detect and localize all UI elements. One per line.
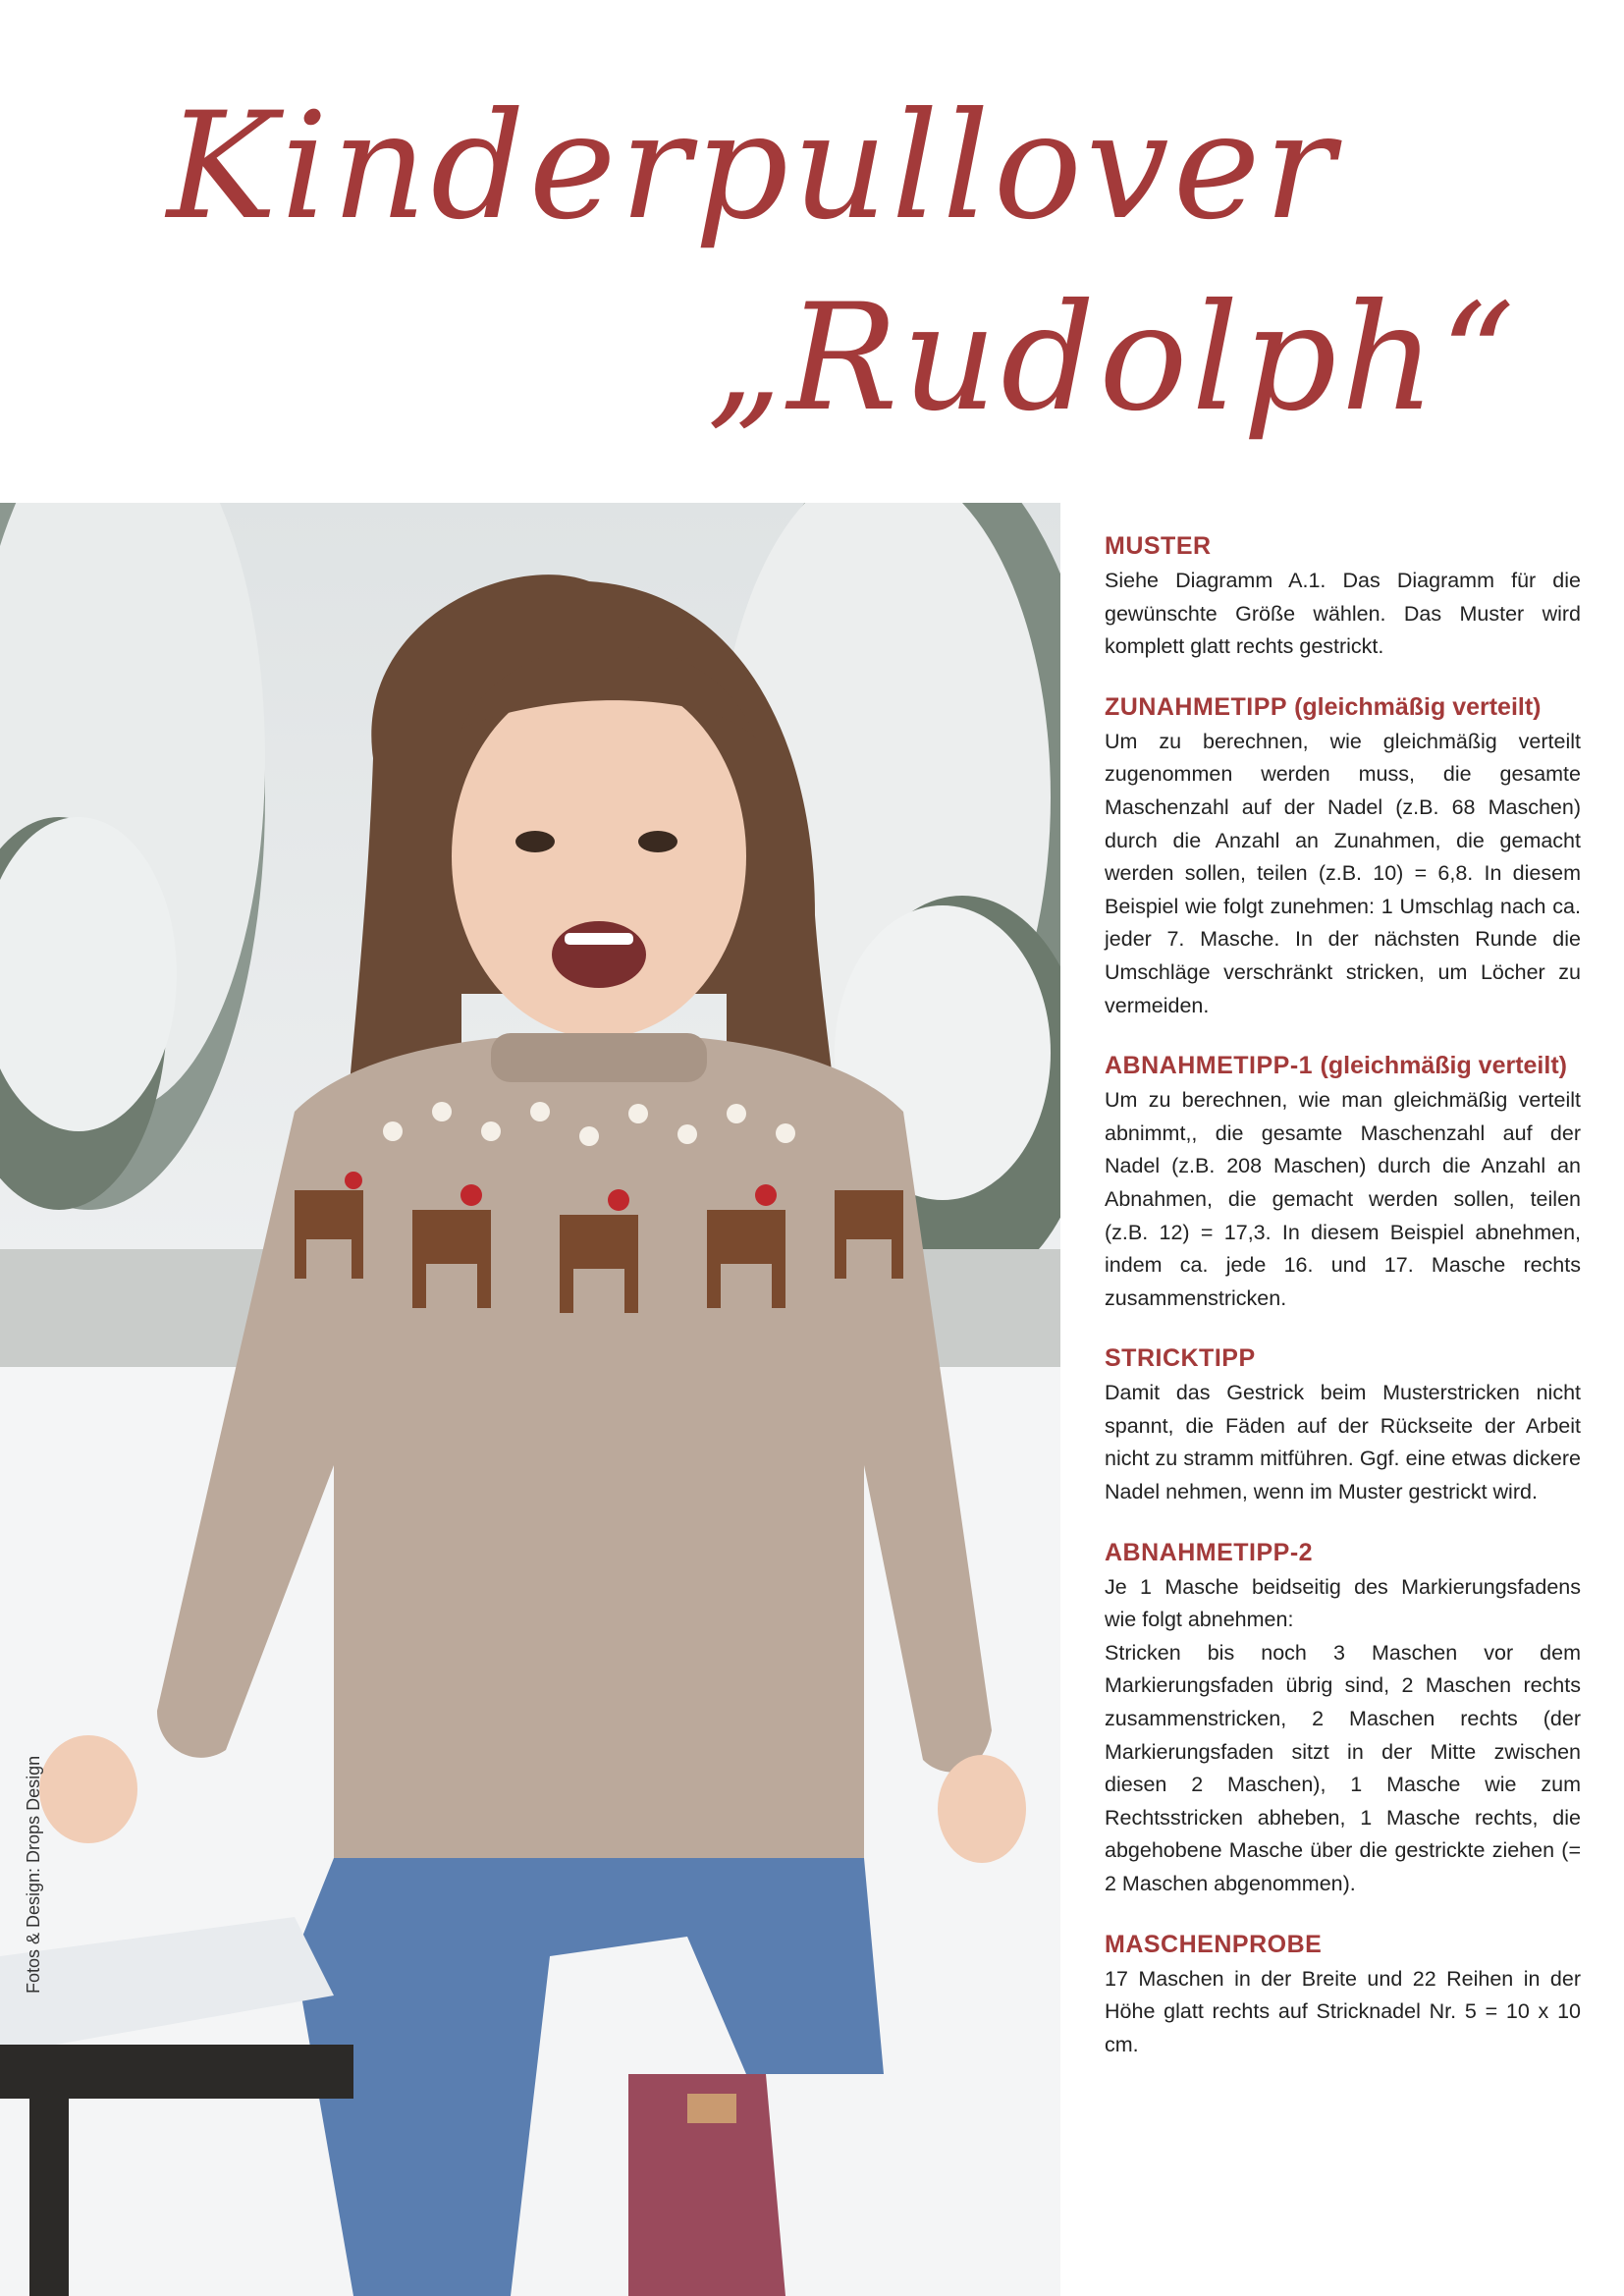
section-heading [1105,532,1581,561]
section-zunahmetipp [1105,693,1581,1022]
section-paragraph: Um zu berechnen, wie gleichmäßig verteilt zugenommen werden muss, die gesamte Maschenzahl auf der Nadel (z.B. 68 Maschen) durch die Anzahl an Zunahmen, die gemacht werden sollen, teilen (z.B. 10) = 6,8. In diesem Beispiel wie folgt zunehmen: 1 Umschlag nach ca. jeder 7. Masche. In der nächsten Runde die Umschläge verschränkt stricken, um Löcher zu vermeiden. [1105,729,1581,1017]
section-heading-text: ABNAHMETIPP-2 [1105,1538,1314,1566]
section-paragraph: Damit das Gestrick beim Musterstricken nicht spannt, die Fäden auf der Rückseite der Arbeit nicht zu stramm mitführen. Ggf. eine etwas dickere Nadel nehmen, wenn im Muster gestrickt wird. [1105,1381,1581,1504]
section-paragraph: Siehe Diagramm A.1. Das Diagramm für die gewünschte Größe wählen. Das Muster wird komplett glatt rechts gestrickt. [1105,569,1581,659]
section-heading [1105,1539,1581,1567]
section-heading-sub: (gleichmäßig verteilt) [1320,1052,1567,1080]
section-heading [1105,1931,1581,1959]
title-line-1: Kinderpullover [167,82,1339,252]
title-line-2: „Rudolph“ [707,273,1519,444]
section-abnahmetipp-1 [1105,1052,1581,1315]
section-abnahmetipp-2 [1105,1539,1581,1901]
section-paragraph: 17 Maschen in der Breite und 22 Reihen in der Höhe glatt rechts auf Stricknadel Nr. 5 = 10 x 10 cm. [1105,1966,1581,2056]
section-heading [1105,693,1581,722]
section-paragraph: Stricken bis noch 3 Maschen vor dem Markierungsfaden übrig sind, 2 Maschen rechts zusammenstricken, 2 Maschen rechts (der Markierungsfaden sitzt in der Mitte zwischen diesen 2 Maschen), 1 Masche wie zum Rechtsstricken abheben, 1 Masche rechts, die abgehobene Masche über die gestrickte ziehen (= 2 Maschen abgenommen). [1105,1640,1581,1895]
section-stricktipp [1105,1344,1581,1508]
section-maschenprobe [1105,1931,1581,2062]
section-heading-text: ABNAHMETIPP-1 [1105,1052,1314,1080]
section-heading-text: MASCHENPROBE [1105,1930,1323,1958]
section-muster [1105,532,1581,664]
child-in-sweater-illustration [0,503,1060,2296]
instructions-column [1105,532,1581,2091]
section-paragraph: Je 1 Masche beidseitig des Markierungsfadens wie folgt abnehmen: [1105,1574,1581,1632]
bench [0,2045,353,2099]
photo-credit: Fotos & Design: Drops Design [24,1755,43,1994]
section-heading [1105,1052,1581,1080]
hero-photo [0,503,1060,2296]
section-heading-sub: (gleichmäßig verteilt) [1294,692,1542,721]
section-heading [1105,1344,1581,1373]
section-heading-text: ZUNAHMETIPP [1105,692,1287,721]
section-heading-text: MUSTER [1105,532,1212,560]
section-paragraph: Um zu berechnen, wie man gleichmäßig verteilt abnimmt,, die gesamte Maschenzahl auf der Nadel (z.B. 208 Maschen) durch die Anzahl an Abnahmen, die gemacht werden sollen, teilen (z.B. 12) = 17,3. In diesem Beispiel abnehmen, indem ca. jede 16. und 17. Masche rechts zusammenstricken. [1105,1088,1581,1310]
section-heading-text: STRICKTIPP [1105,1344,1256,1373]
